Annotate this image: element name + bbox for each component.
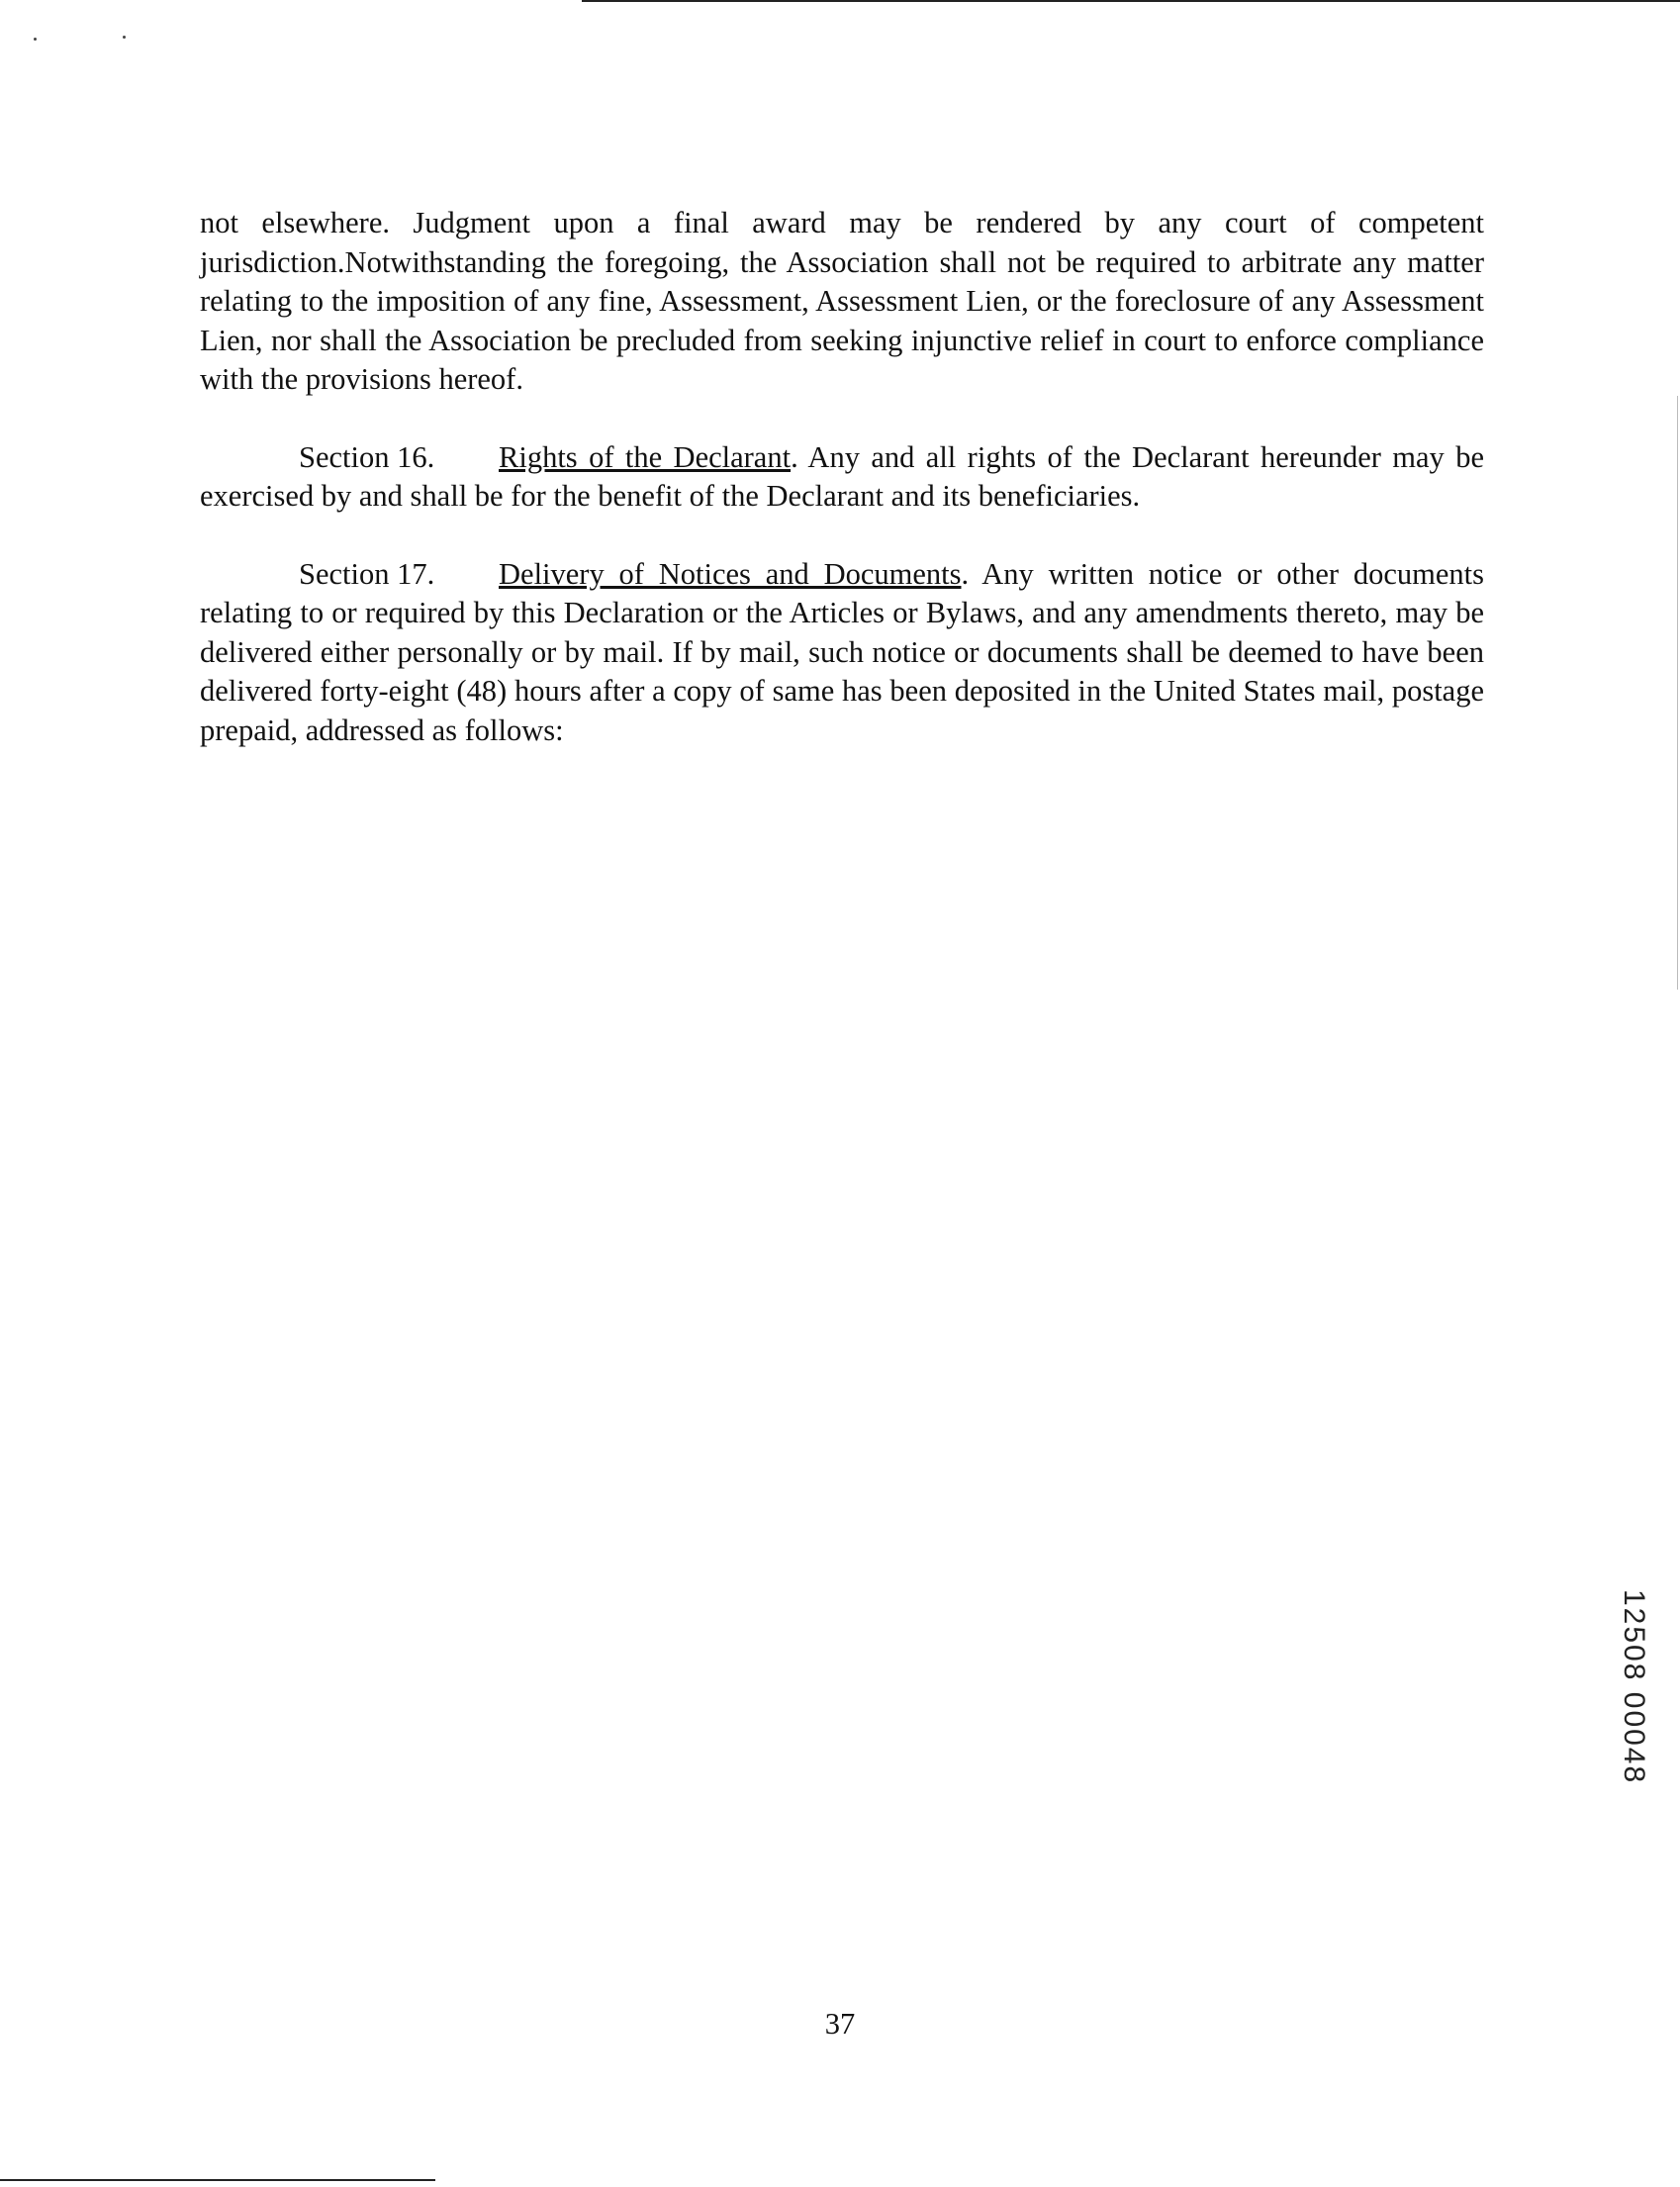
scan-bottom-rule [0, 2179, 435, 2181]
section-16 [200, 438, 1484, 517]
section-number: Section 17. [299, 556, 435, 591]
section-number: Section 16. [299, 439, 435, 474]
paragraph-text: not elsewhere. Judgment upon a final award may be rendered by any court of competent jurisdiction.Notwithstanding the foregoing, the Association shall not be required to arbitrate any matter relating to the imposition of any fine, Assessment, Assessment Lien, or the foreclosure of any Assessment Lien, nor shall the Association be precluded from seeking injunctive relief in court to enforce compliance with the provisions hereof. [200, 206, 1484, 396]
section-heading: Delivery of Notices and Documents [499, 556, 962, 591]
scan-top-rule [582, 0, 1680, 2]
section-body: . Any and all rights of the Declarant hereunder may be exercised by and shall be for the benefit of the Declarant and its beneficiaries. [200, 439, 1485, 513]
paragraph-arbitration-continuation [200, 204, 1484, 400]
recording-stamp [1593, 1589, 1652, 1856]
section-heading: Rights of the Declarant [499, 439, 792, 474]
scan-mark [123, 36, 126, 39]
document-body [200, 204, 1484, 750]
scan-right-edge [1677, 396, 1678, 990]
page-number: 37 [824, 2007, 856, 2041]
scan-mark [34, 38, 37, 41]
section-body: . Any written notice or other documents relating to or required by this Declaration or the Articles or Bylaws, and any amendments thereto, may be delivered either personally or by mail. If by mail, such notice or documents shall be deemed to have been delivered forty-eight (48) hours after a copy of same has been deposited in the United States mail, postage prepaid, addressed as follows: [200, 556, 1484, 747]
recording-stamp-text: 12508 00048 [1618, 1589, 1650, 1785]
section-17 [200, 555, 1484, 751]
